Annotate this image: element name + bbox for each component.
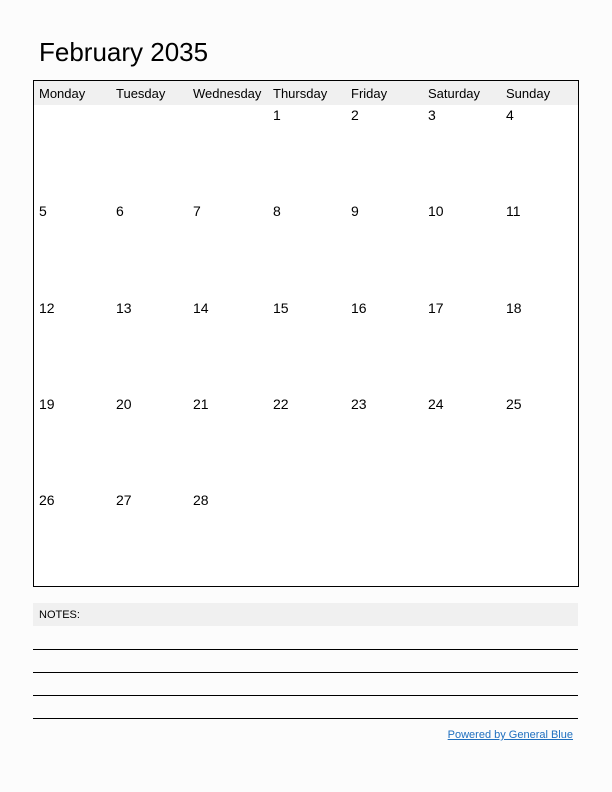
weekday-sunday: Sunday (506, 86, 551, 101)
note-line[interactable] (33, 649, 578, 650)
day-number: 8 (273, 203, 281, 219)
day-number: 7 (193, 203, 201, 219)
weekday-tuesday: Tuesday (116, 86, 166, 101)
weekday-header-row (34, 81, 578, 105)
note-line[interactable] (33, 672, 578, 673)
day-number: 5 (39, 203, 47, 219)
day-number: 9 (351, 203, 359, 219)
day-number: 23 (351, 396, 367, 412)
day-number: 17 (428, 300, 444, 316)
weekday-wednesday: Wednesday (193, 86, 262, 101)
calendar-grid (33, 80, 579, 587)
day-number: 1 (273, 107, 281, 123)
day-number: 21 (193, 396, 209, 412)
weekday-monday: Monday (39, 86, 86, 101)
day-number: 16 (351, 300, 367, 316)
day-number: 26 (39, 492, 55, 508)
notes-label: NOTES: (39, 609, 80, 621)
notes-header (33, 603, 578, 626)
day-number: 2 (351, 107, 359, 123)
note-line[interactable] (33, 718, 578, 719)
day-number: 10 (428, 203, 444, 219)
powered-by-link[interactable]: Powered by General Blue (447, 729, 573, 741)
day-number: 11 (506, 203, 521, 219)
day-number: 14 (193, 300, 209, 316)
day-number: 27 (116, 492, 132, 508)
day-number: 4 (506, 107, 514, 123)
day-number: 28 (193, 492, 209, 508)
note-line[interactable] (33, 695, 578, 696)
page-title: February 2035 (39, 37, 209, 67)
day-number: 13 (116, 300, 132, 316)
day-number: 20 (116, 396, 132, 412)
day-number: 25 (506, 396, 522, 412)
day-number: 6 (116, 203, 124, 219)
day-number: 3 (428, 107, 436, 123)
day-number: 12 (39, 300, 55, 316)
day-number: 18 (506, 300, 522, 316)
day-number: 15 (273, 300, 289, 316)
day-number: 24 (428, 396, 444, 412)
weekday-saturday: Saturday (428, 86, 481, 101)
weekday-friday: Friday (351, 86, 388, 101)
day-number: 22 (273, 396, 289, 412)
weekday-thursday: Thursday (273, 86, 328, 101)
day-number: 19 (39, 396, 55, 412)
